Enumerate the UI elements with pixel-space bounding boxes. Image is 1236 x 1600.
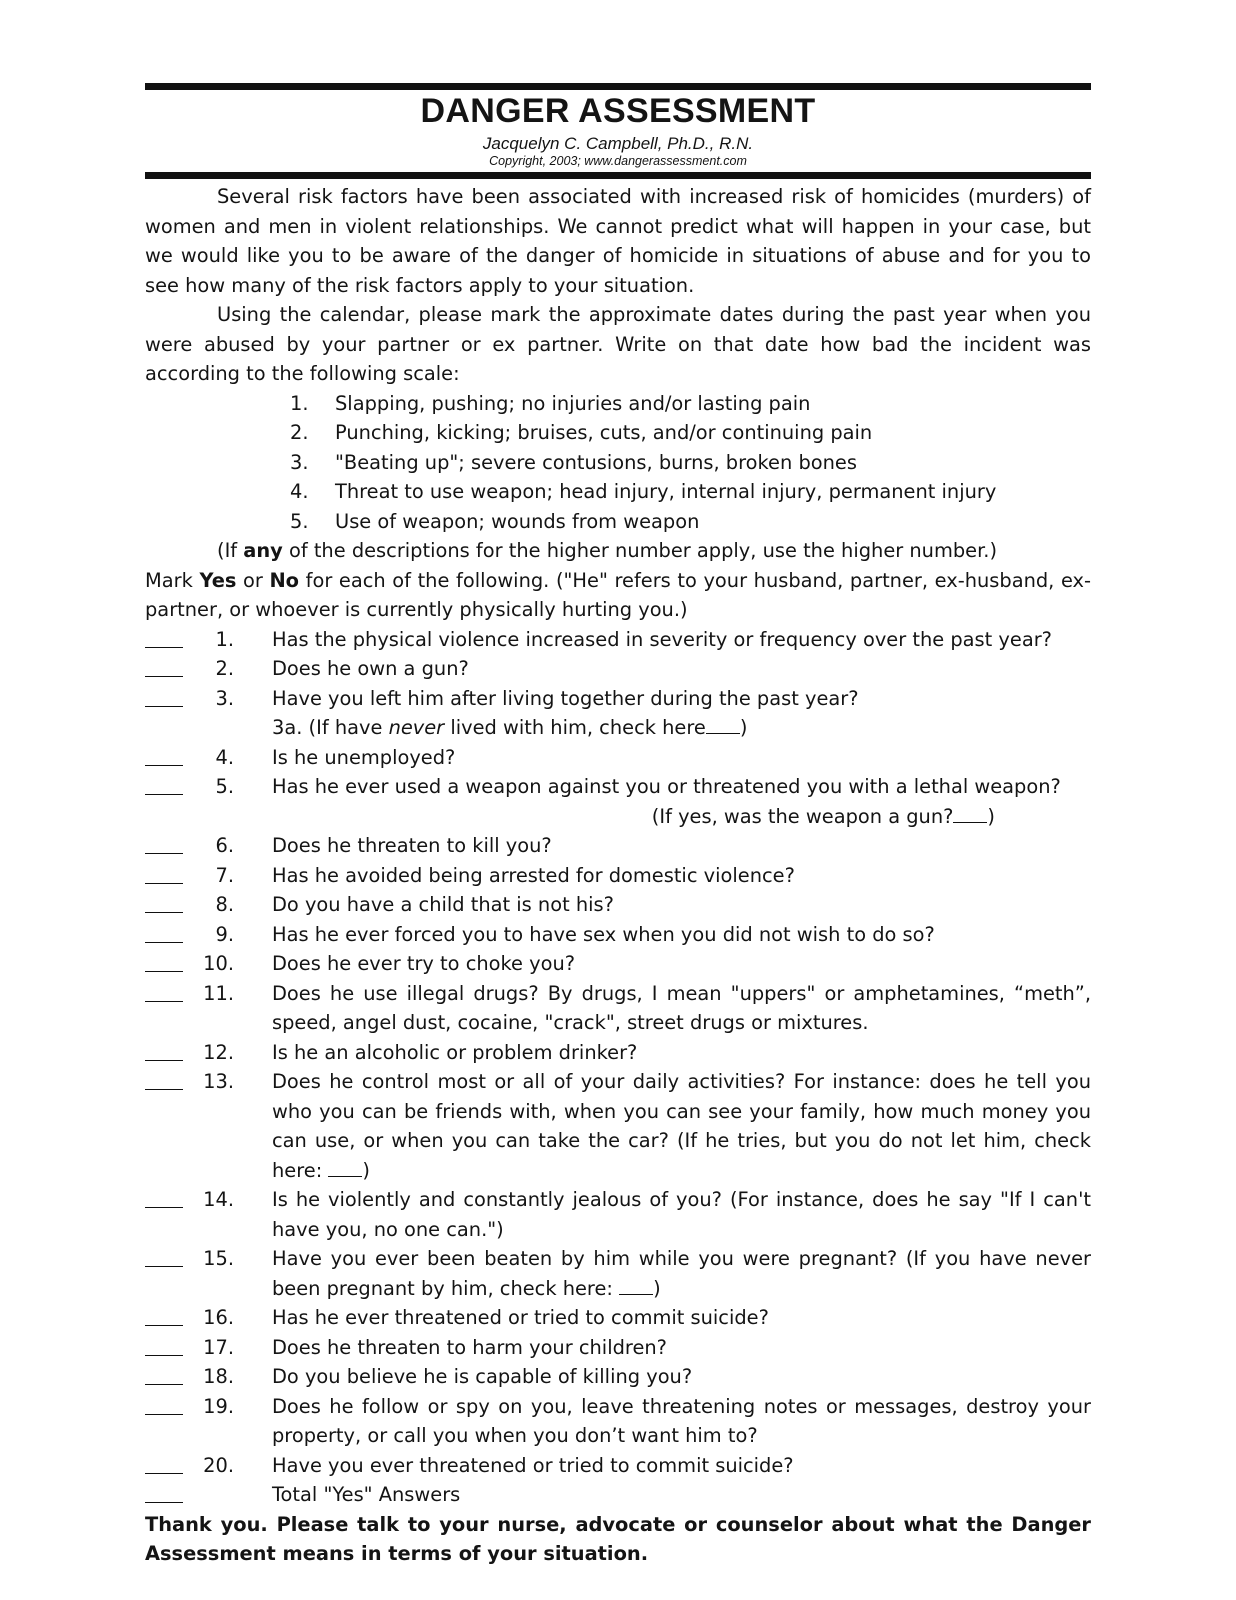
question-text: Does he ever try to choke you? [272,952,576,975]
author-line: Jacquelyn C. Campbell, Ph.D., R.N. [482,134,754,153]
question-row [145,920,1091,950]
instructions-text: or [236,568,270,592]
q5-gun-blank[interactable] [953,804,987,823]
question-number: 13. [203,1070,234,1093]
scale-text: "Beating up"; severe contusions, burns, broken bones [335,450,857,474]
answer-blank[interactable] [145,1333,183,1356]
copyright-line: Copyright, 2003; www.dangerassessment.com [489,154,747,168]
question-text: Have you ever threatened or tried to commit suicide? [272,1453,794,1477]
question-number: 11. [203,981,234,1005]
question-number: 8. [215,893,234,916]
question-text: Does he control most or all of your daily activities? For instance: does he tell you who you can be friends with, when you can see your family, how much money you can use, or when you can take the car? (If he tries, but you do not let him, check here: [272,1070,1091,1182]
total-row [145,1480,1091,1510]
instructions-text: Mark [145,568,200,592]
answer-blank[interactable] [145,1362,183,1385]
question-row [145,861,1091,891]
question-text-wrap [272,1244,1091,1303]
question-number: 7. [215,863,234,887]
instructions-yes: Yes [199,568,237,592]
question-number: 12. [203,1040,234,1064]
scale-text: Punching, kicking; bruises, cuts, and/or continuing pain [335,421,873,444]
question-row [145,772,1091,802]
answer-blank[interactable] [145,949,183,972]
answer-blank[interactable] [145,861,183,884]
question-number: 17. [203,1335,234,1359]
scale-number: 2. [290,421,309,444]
question-text-wrap [272,1067,1091,1185]
question-row [145,831,1091,861]
instructions [145,566,1091,625]
question-number: 14. [203,1188,234,1211]
answer-blank[interactable] [145,831,183,854]
question-row [145,625,1091,655]
q13-check-blank[interactable] [328,1158,362,1177]
question-number: 16. [203,1306,234,1329]
scale-number: 4. [290,480,309,503]
question-text: Has he ever forced you to have sex when you did not wish to do so? [272,922,935,946]
instructions-text: for each of the following. ("He" refers to your husband, partner, ex-husband, ex-partner, or whoever is currently physically hurting you.) [145,568,1092,621]
question-number: 1. [215,627,234,651]
question-text: Does he own a gun? [272,657,469,680]
close-paren: ) [362,1158,370,1182]
question-row [145,743,1091,773]
answer-blank[interactable] [145,1244,183,1267]
header-rule [145,172,1091,179]
question-row [145,1244,1091,1303]
question-number: 9. [215,922,234,946]
top-rule [145,83,1091,90]
severity-scale [145,389,1091,537]
answer-blank[interactable] [145,1451,183,1474]
question-row [145,1303,1091,1333]
question-text: Does he follow or spy on you, leave threatening notes or messages, destroy your property, or call you when you don’t want him to? [272,1394,1091,1447]
scale-number: 5. [290,509,309,533]
total-label: Total "Yes" Answers [272,1483,461,1506]
q3a-emphasis: never [388,716,445,739]
question-text: Do you have a child that is not his? [272,893,614,916]
answer-blank[interactable] [145,1067,183,1090]
question-number: 15. [203,1247,234,1270]
intro-paragraph-2: Using the calendar, please mark the approximate dates during the past year when you were abused by your partner or ex partner. Write on that date how bad the incident was according to the following scale: [145,303,1091,385]
answer-blank[interactable] [145,743,183,766]
question-text: Has he avoided being arrested for domestic violence? [272,863,795,887]
scale-item [145,477,1091,507]
question-row [145,979,1091,1038]
question-row [145,1451,1091,1481]
question-row [145,1362,1091,1392]
answer-blank[interactable] [145,1303,183,1326]
answer-blank[interactable] [145,890,183,913]
intro-paragraph-1: Several risk factors have been associated with increased risk of homicides (murders) of women and men in violent relationships. We cannot predict what will happen in your case, but we would like you to be aware of the danger of homicide in situations of abuse and for you to see how many of the risk factors apply to your situation. [145,185,1091,297]
question-row [145,1067,1091,1185]
scale-note-emphasis: any [243,539,283,562]
question-row [145,1185,1091,1244]
answer-blank[interactable] [145,654,183,677]
scale-item [145,389,1091,419]
scale-item [145,418,1091,448]
q5-sub-text: (If yes, was the weapon a gun? [651,804,954,828]
question-number: 3. [215,686,234,710]
question-row [145,684,1091,714]
question-text: Does he use illegal drugs? By drugs, I mean "uppers" or amphetamines, “meth”, speed, angel dust, cocaine, "crack", street drugs or mixtures. [272,981,1091,1034]
close-paren: ) [653,1276,661,1300]
question-number: 20. [203,1453,234,1477]
q15-check-blank[interactable] [619,1276,653,1295]
question-list [145,625,1091,1510]
scale-note-text: of the descriptions for the higher number apply, use the higher number.) [282,539,998,562]
question-text: Is he violently and constantly jealous of you? (For instance, does he say "If I can't have you, no one can.") [272,1188,1091,1241]
scale-note-text: (If [217,539,244,562]
question-text: Is he an alcoholic or problem drinker? [272,1040,638,1064]
answer-blank[interactable] [145,772,183,795]
question-row [145,1392,1091,1451]
question-text: Does he threaten to kill you? [272,834,552,857]
question-number: 19. [203,1394,234,1418]
answer-blank[interactable] [145,684,183,707]
question-number: 2. [215,657,234,680]
question-row [145,654,1091,684]
question-number: 5. [215,775,234,798]
scale-note [145,536,1091,566]
document-title: DANGER ASSESSMENT [420,92,816,130]
question-5-sub [145,802,1091,832]
question-text: Have you left him after living together during the past year? [272,686,859,710]
close-paren: ) [987,804,995,828]
question-3a [145,713,1091,743]
question-number: 10. [203,952,234,975]
scale-item [145,448,1091,478]
scale-text: Slapping, pushing; no injuries and/or lasting pain [335,391,811,415]
answer-blank[interactable] [145,1185,183,1208]
answer-blank[interactable] [145,920,183,943]
q3a-text: 3a. (If have [272,716,389,739]
question-row [145,1038,1091,1068]
question-row [145,890,1091,920]
question-text: Do you believe he is capable of killing you? [272,1365,693,1388]
question-text: Have you ever been beaten by him while you were pregnant? (If you have never been pregnant by him, check here: [272,1247,1091,1300]
question-text: Does he threaten to harm your children? [272,1335,667,1359]
answer-blank[interactable] [145,1392,183,1415]
question-number: 18. [203,1365,234,1388]
q3a-check-blank[interactable] [706,715,740,734]
question-number: 4. [215,745,234,769]
question-text: Is he unemployed? [272,745,456,769]
question-text: Has he ever used a weapon against you or threatened you with a lethal weapon? [272,775,1061,798]
q3a-text: lived with him, check here [444,716,706,739]
question-row [145,949,1091,979]
question-row [145,1333,1091,1363]
question-text: Has he ever threatened or tried to commit suicide? [272,1306,769,1329]
answer-blank[interactable] [145,625,183,648]
close-paren: ) [739,716,748,739]
scale-number: 1. [290,391,309,415]
scale-number: 3. [290,450,309,474]
answer-blank[interactable] [145,979,183,1002]
question-text: Has the physical violence increased in severity or frequency over the past year? [272,627,1052,651]
scale-text: Threat to use weapon; head injury, internal injury, permanent injury [335,480,997,503]
answer-blank[interactable] [145,1038,183,1061]
document-body [145,182,1091,1569]
closing-message: Thank you. Please talk to your nurse, advocate or counselor about what the Danger Assessment means in terms of your situation. [145,1512,1091,1565]
scale-item [145,507,1091,537]
total-blank[interactable] [145,1480,183,1503]
scale-text: Use of weapon; wounds from weapon [335,509,700,533]
question-number: 6. [215,834,234,857]
instructions-no: No [269,568,300,592]
